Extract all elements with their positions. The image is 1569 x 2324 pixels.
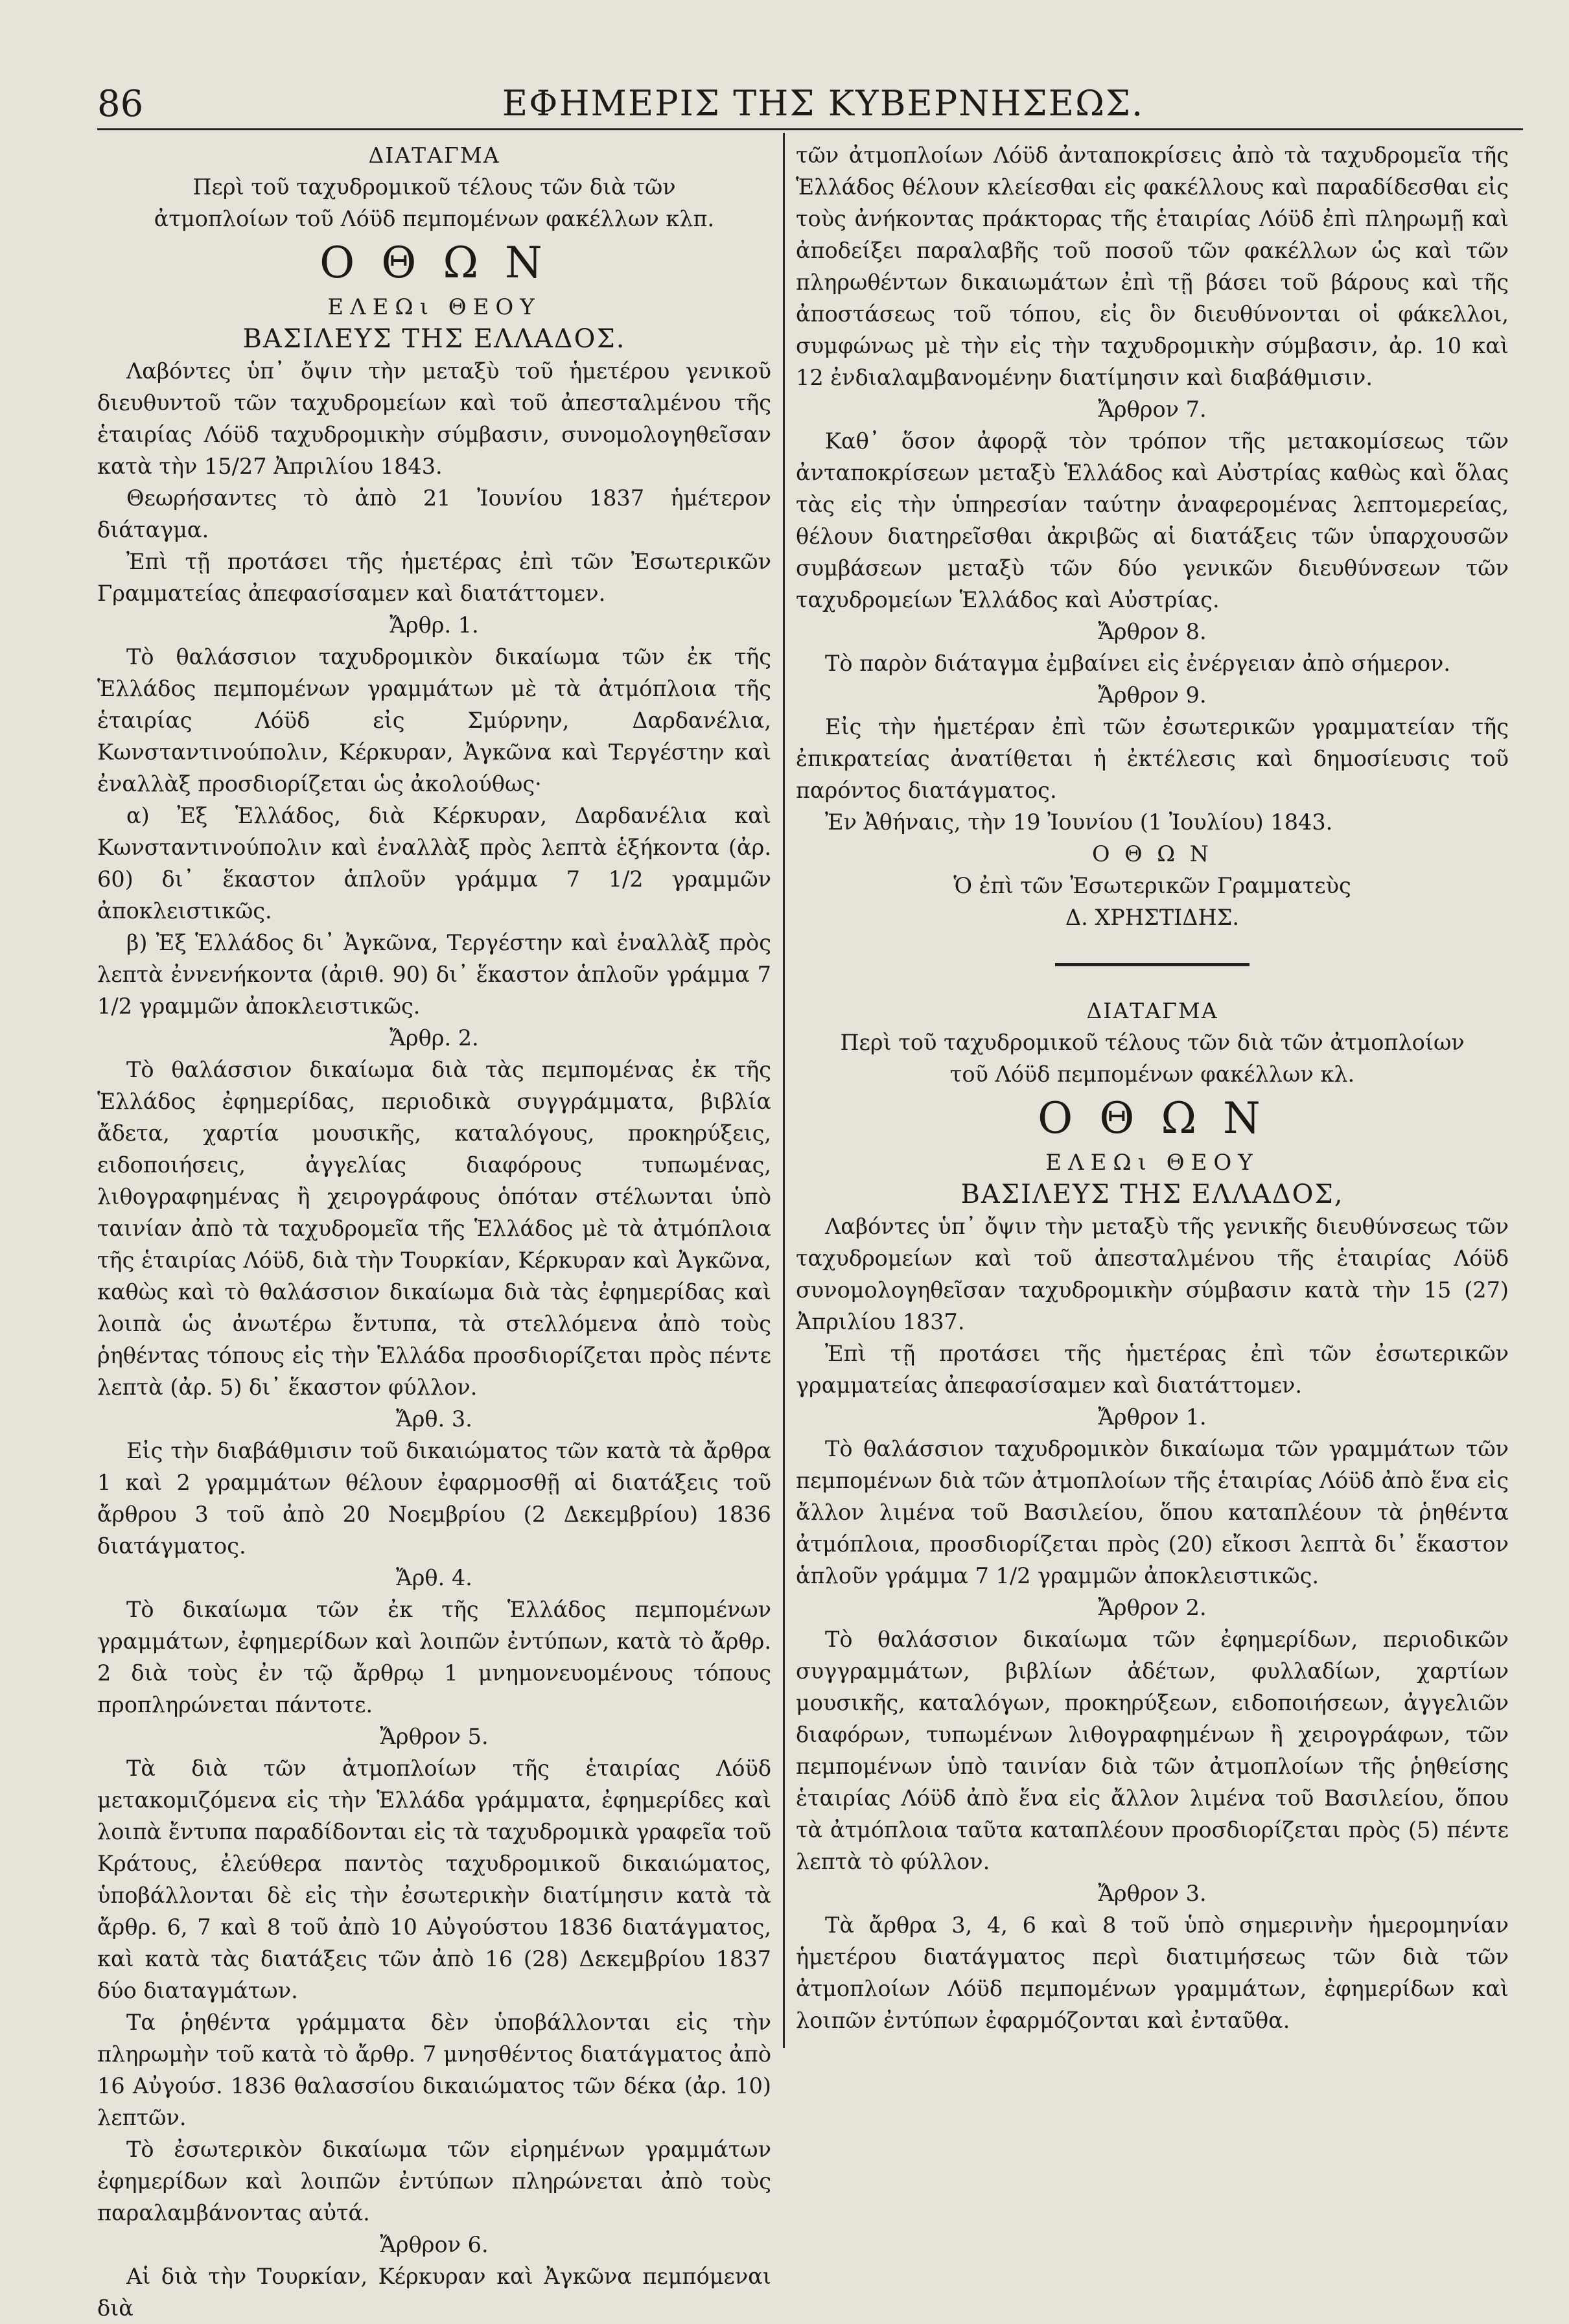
signature-role: Ὁ ἐπὶ τῶν Ἐσωτερικῶν Γραμματεὺς <box>953 873 1351 898</box>
decree-date: Ἐν Ἀθήναις, τὴν 19 Ἰουνίου (1 Ἰουλίου) 1843. <box>825 809 1333 835</box>
article-heading: Ἄρθρον 1. <box>1098 1404 1207 1430</box>
paragraph: Εἰς τὴν ἡμετέραν ἐπὶ τῶν ἐσωτερικῶν γραμματείαν τῆς ἐπικρατείας ἀνατίθεται ἡ ἐκτέλεσις καὶ δημοσίευσις τοῦ παρόντος διατάγματος. <box>796 714 1509 803</box>
paragraph: Ἐπὶ τῇ προτάσει τῆς ἡμετέρας ἐπὶ τῶν Ἐσωτερικῶν Γραμματείας ἀπεφασίσαμεν καὶ διατάττομεν. <box>97 549 771 606</box>
article-heading: Ἄρθρον 9. <box>1098 682 1207 708</box>
section-separator <box>1055 963 1249 966</box>
article-heading: Ἄρθρον 7. <box>1098 397 1207 422</box>
article-heading: Ἄρθρον 2. <box>1098 1595 1207 1620</box>
article-heading: Ἄρθρον 8. <box>1098 619 1207 644</box>
paragraph: Ἐπὶ τῇ προτάσει τῆς ἡμετέρας ἐπὶ τῶν ἐσωτερικῶν γραμματείας ἀπεφασίσαμεν καὶ διατάττομεν. <box>796 1341 1509 1398</box>
paragraph: Εἰς τὴν διαβάθμισιν τοῦ δικαιώματος τῶν κατὰ τὰ ἄρθρα 1 καὶ 2 γραμμάτων θέλουν ἐφαρμοσθῇ αἱ διατάξεις τοῦ ἄρθρου 3 τοῦ ἀπὸ 20 Νοεμβρίου (2 Δεκεμβρίου) 1836 διατάγματος. <box>97 1438 771 1559</box>
newspaper-title: ΕΦΗΜΕΡΙΣ ΤΗΣ ΚΥΒΕΡΝΗΣΕΩΣ. <box>502 83 1145 124</box>
paragraph: Τὰ διὰ τῶν ἀτμοπλοίων τῆς ἑταιρίας Λόϋδ μετακομιζόμενα εἰς τὴν Ἑλλάδα γράμματα, ἐφημερίδες καὶ λοιπὰ ἔντυπα παραδίδονται εἰς τὰ ταχυδρομικὰ γραφεῖα τοῦ Κράτους, ἐλεύθερα παντὸς ταχυδρομικοῦ δικαιώματος, ὑποβάλλονται δὲ εἰς τὴν ἐσωτερικὴν διατίμησιν κατὰ τὰ ἄρθρ. 6, 7 καὶ 8 τοῦ ἀπὸ 10 Αὐγούστου 1836 διατάγματος, καὶ κατὰ τὰς διατάξεις τῶν ἀπὸ 16 (28) Δεκεμβρίου 1837 δύο διαταγμάτων. <box>97 1756 771 2003</box>
column-divider <box>783 133 785 2048</box>
paragraph: Τὸ ἐσωτερικὸν δικαίωμα τῶν εἰρημένων γραμμάτων ἐφημερίδων καὶ λοιπῶν ἐντύπων πληρώνεται ἀπὸ τοὺς παραλαμβάνοντας αὐτά. <box>97 2137 771 2225</box>
king-name: Ο Θ Ω Ν <box>320 238 549 288</box>
paragraph: Τὸ θαλάσσιον ταχυδρομικὸν δικαίωμα τῶν γραμμάτων τῶν πεμπομένων διὰ τῶν ἀτμοπλοίων τῆς ἑταιρίας Λόϋδ ἀπὸ ἕνα εἰς ἄλλον λιμένα τοῦ Βασιλείου, ὅπου καταπλέουν τὰ ῥηθέντα ἀτμόπλοια, προσδιορίζεται πρὸς (20) εἴκοσι λεπτὰ δι᾽ ἕκαστον ἁπλοῦν γράμμα 7 1/2 γραμμῶν ἀποκλειστικῶς. <box>796 1436 1509 1588</box>
left-column <box>97 139 771 2324</box>
article-heading: Ἄρθρ. 2. <box>389 1025 479 1051</box>
decree-subtitle: Περὶ τοῦ ταχυδρομικοῦ τέλους τῶν διὰ τῶν ἀτμοπλοίων τοῦ Λόϋδ πεμπομένων φακέλλων κλπ. <box>154 174 715 231</box>
paragraph: Τὸ παρὸν διάταγμα ἐμβαίνει εἰς ἐνέργειαν ἀπὸ σήμερον. <box>825 651 1451 676</box>
paragraph: Θεωρήσαντες τὸ ἀπὸ 21 Ἰουνίου 1837 ἡμέτερον διάταγμα. <box>97 485 771 542</box>
paragraph: Καθ᾽ ὅσον ἀφορᾷ τὸν τρόπον τῆς μετακομίσεως τῶν ἀνταποκρίσεων μεταξὺ Ἑλλάδος καὶ Αὐστρίας καθὼς καὶ ὅλας τὰς εἰς τὴν ὑπηρεσίαν ταύτην ἀναφερομένας λεπτομερείας, θέλουν διατηρεῖσθαι ἀκριβῶς αἱ διατάξεις τῶν ὑπαρχουσῶν συμβάσεων μεταξὺ τῶν δύο γενικῶν διευθύνσεων τῶν ταχυδρομείων Ἑλλάδος καὶ Αὐστρίας. <box>796 428 1509 612</box>
paragraph: α) Ἐξ Ἑλλάδος, διὰ Κέρκυραν, Δαρδανέλια καὶ Κωνσταντινούπολιν καὶ ἐναλλὰξ πρὸς λεπτὰ ἑξήκοντα (ἀρ. 60) δι᾽ ἕκαστον ἁπλοῦν γράμμα 7 1/2 γραμμῶν ἀποκλειστικῶς. <box>97 803 771 924</box>
paragraph: Λαβόντες ὑπ᾽ ὄψιν τὴν μεταξὺ τοῦ ἡμετέρου γενικοῦ διευθυντοῦ τῶν ταχυδρομείων καὶ τοῦ ἀπεσταλμένου τῆς ἑταιρίας Λόϋδ ταχυδρομικὴν σύμβασιν, συνομολογηθεῖσαν κατὰ τὴν 15/27 Ἀπριλίου 1843. <box>97 358 771 479</box>
header-rule <box>97 128 1523 130</box>
paragraph: Λαβόντες ὑπ᾽ ὄψιν τὴν μεταξὺ τῆς γενικῆς διευθύνσεως τῶν ταχυδρομείων καὶ τοῦ ἀπεσταλμένου τῆς ἑταιρίας Λόϋδ συνομολογηθεῖσαν ταχυδρομικὴν σύμβασιν κατὰ τὴν 15 (27) Ἀπριλίου 1837. <box>796 1214 1509 1334</box>
page-number: 86 <box>97 83 144 125</box>
article-heading: Ἄρθρον 6. <box>380 2232 489 2257</box>
paragraph: Τὸ θαλάσσιον δικαίωμα τῶν ἐφημερίδων, περιοδικῶν συγγραμμάτων, βιβλίων ἀδέτων, φυλλαδίων, χαρτίων μουσικῆς, καταλόγων, προκηρύξεων, ειδοποιήσεων, ἀγγελιῶν διαφόρων, τυπωμένων λιθογραφημένων ἢ χειρογράφων, τῶν πεμπομένων ὑπὸ ταινίαν διὰ τῶν ἀτμοπλοίων τῆς ῥηθείσης ἑταιρίας Λόϋδ ἀπὸ ἕνα εἰς ἄλλον λιμένα τοῦ Βασιλείου, ὅπου τὰ ἀτμόπλοια ταῦτα καταπλέουν προσδιορίζεται πρὸς (5) πέντε λεπτὰ τὸ φύλλον. <box>796 1627 1509 1874</box>
signature-name: Δ. ΧΡΗΣΤΙΔΗΣ. <box>1065 905 1240 930</box>
paragraph: Τὸ θαλάσσιον ταχυδρομικὸν δικαίωμα τῶν ἐκ τῆς Ἑλλάδος πεμπομένων γραμμάτων μὲ τὰ ἀτμόπλοια τῆς ἑταιρίας Λόϋδ εἰς Σμύρνην, Δαρδανέλια, Κωνσταντινούπολιν, Κέρκυραν, Ἀγκῶνα καὶ Τεργέστην καὶ ἐναλλὰξ προσδιορίζεται ὡς ἀκολούθως· <box>97 644 771 796</box>
article-heading: Ἄρθρον 5. <box>380 1724 489 1749</box>
right-column <box>796 139 1509 2036</box>
decree-heading: ΔΙΑΤΑΓΜΑ <box>1086 998 1218 1023</box>
article-heading: Ἄρθρον 3. <box>1098 1881 1207 1906</box>
article-heading: Ἄρθ. 3. <box>396 1406 472 1432</box>
king-name: Ο Θ Ω Ν <box>1038 1093 1267 1143</box>
paragraph: Τὰ ἄρθρα 3, 4, 6 καὶ 8 τοῦ ὑπὸ σημερινὴν ἡμερομηνίαν ἡμετέρου διατάγματος περὶ διατιμήσεως τῶν διὰ τῶν ἀτμοπλοίων Λόϋδ πεμπομένων γραμμάτων, ἐφημερίδων καὶ λοιπῶν ἐντύπων ἐφαρμόζονται καὶ ἐνταῦθα. <box>796 1912 1509 2033</box>
by-grace-of-god: ΕΛΕΩι ΘΕΟΥ <box>1045 1150 1259 1176</box>
paragraph: Τὸ θαλάσσιον δικαίωμα διὰ τὰς πεμπομένας ἐκ τῆς Ἑλλάδος ἐφημερίδας, περιοδικὰ συγγράμματα, βιβλία ἄδετα, χαρτία μουσικῆς, καταλόγους, προκηρύξεις, ειδοποιήσεις, ἀγγελίας διαφόρους τυπωμένας, λιθογραφημένας ἢ χειρογράφους ὁπόταν στέλωνται ὑπὸ ταινίαν ἀπὸ τὰ ταχυδρομεῖα τῆς Ἑλλάδος μὲ τὰ ἀτμόπλοια τῆς ἑταιρίας Λόϋδ, διὰ τὴν Τουρκίαν, Κέρκυραν καὶ Ἀγκῶνα, καθὼς καὶ τὸ θαλάσσιον δικαίωμα διὰ τὰς ἐφημερίδας καὶ λοιπὰ ὡς ἀνωτέρω ἔντυπα, τὰ στελλόμενα ἀπὸ τοὺς ῥηθέντας τόπους εἰς τὴν Ἑλλάδα προσδιορίζεται πρὸς πέντε λεπτὰ (ἀρ. 5) δι᾽ ἕκαστον φύλλον. <box>97 1057 771 1400</box>
page-header <box>97 83 1523 128</box>
decree-subtitle: Περὶ τοῦ ταχυδρομικοῦ τέλους τῶν διὰ τῶν ἀτμοπλοίων τοῦ Λόϋδ πεμπομένων φακέλλων κλ. <box>840 1030 1465 1087</box>
paragraph: Τα ῥηθέντα γράμματα δὲν ὑποβάλλονται εἰς τὴν πληρωμὴν τοῦ κατὰ τὸ ἄρθρ. 7 μνησθέντος διατάγματος ἀπὸ 16 Αὐγούσ. 1836 θαλασσίου δικαιώματος τῶν δέκα (ἀρ. 10) λεπτῶν. <box>97 2010 771 2130</box>
paragraph: τῶν ἀτμοπλοίων Λόϋδ ἀνταποκρίσεις ἀπὸ τὰ ταχυδρομεῖα τῆς Ἑλλάδος θέλουν κλείεσθαι εἰς φακέλλους καὶ παραδίδεσθαι εἰς τοὺς ἀνήκοντας πράκτορας τῆς ἑταιρίας Λόϋδ ἐπὶ πληρωμῇ καὶ ἀποδείξει παραλαβῆς τοῦ ποσοῦ τῶν φακέλλων ὡς καὶ τῶν πληρωθέντων δικαιωμάτων ἐπὶ τῇ βάσει τοῦ βάρους καὶ τῆς ἀποστάσεως τοῦ τόπου, εἰς ὃν διευθύνονται οἱ φάκελλοι, συμφώνως μὲ τὴν εἰς τὴν ταχυδρομικὴν σύμβασιν, ἀρ. 10 καὶ 12 ἐνδιαλαμβανομένην διατίμησιν καὶ διαβάθμισιν. <box>796 143 1509 390</box>
paragraph: Αἱ διὰ τὴν Τουρκίαν, Κέρκυραν καὶ Ἀγκῶνα πεμπόμεναι διὰ <box>97 2264 771 2321</box>
article-heading: Ἄρθρ. 1. <box>389 612 479 638</box>
by-grace-of-god: ΕΛΕΩι ΘΕΟΥ <box>327 294 541 320</box>
article-heading: Ἄρθ. 4. <box>396 1565 472 1590</box>
paragraph: β) Ἐξ Ἑλλάδος δι᾽ Ἀγκῶνα, Τεργέστην καὶ ἐναλλὰξ πρὸς λεπτὰ ἐννενήκοντα (ἀριθ. 90) δι᾽ ἕκαστον ἁπλοῦν γράμμα 7 1/2 γραμμῶν ἀποκλειστικῶς. <box>97 930 771 1019</box>
paragraph: Τὸ δικαίωμα τῶν ἐκ τῆς Ἑλλάδος πεμπομένων γραμμάτων, ἐφημερίδων καὶ λοιπῶν ἐντύπων, κατὰ τὸ ἄρθρ. 2 διὰ τοὺς ἐν τῷ ἄρθρῳ 1 μνημονευομένους τόπους προπληρώνεται πάντοτε. <box>97 1597 771 1717</box>
decree-heading: ΔΙΑΤΑΓΜΑ <box>368 143 500 168</box>
king-title: ΒΑΣΙΛΕΥΣ ΤΗΣ ΕΛΛΑΔΟΣ. <box>242 324 626 354</box>
signature-king: Ο Θ Ω Ν <box>1092 841 1213 866</box>
king-title: ΒΑΣΙΛΕΥΣ ΤΗΣ ΕΛΛΑΔΟΣ, <box>960 1179 1344 1209</box>
